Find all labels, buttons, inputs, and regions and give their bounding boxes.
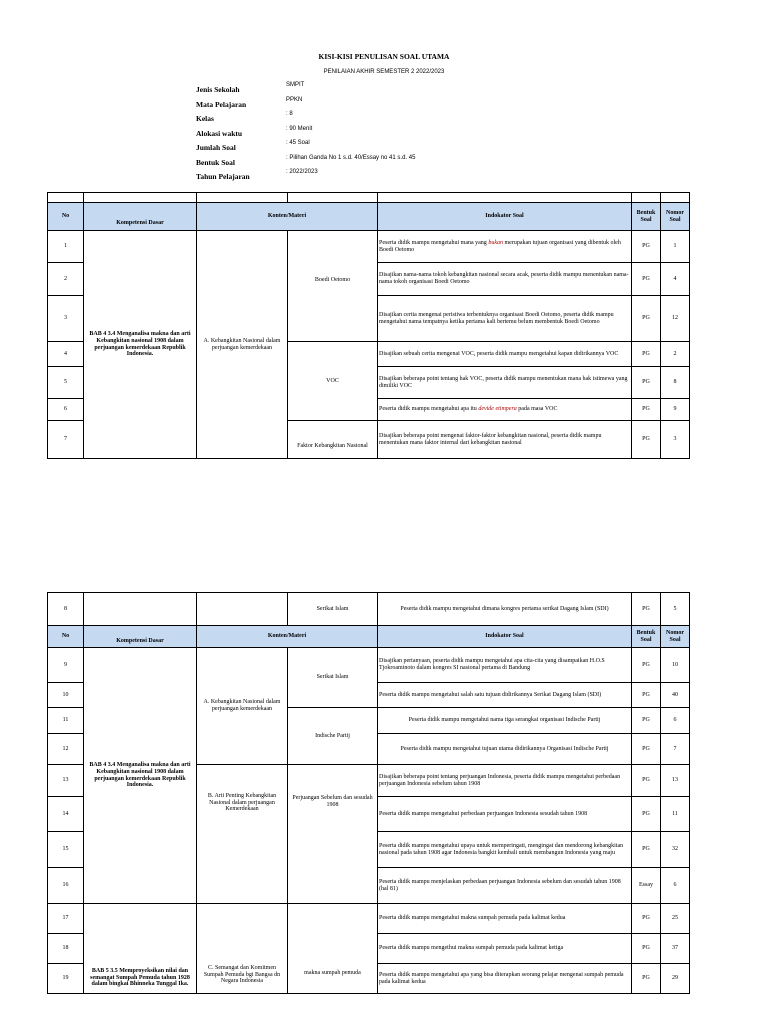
indikator-cell: Peserta didik mampu mengethui makna sumpah pemuda pada kalimat ketiga (378, 934, 632, 964)
nomor-cell: 25 (661, 904, 690, 934)
indikator-cell: Disajikan sebuah cerita mengenai VOC, peserta didik mampu mengetahui kapan didirikannya VOC (378, 342, 632, 367)
col-header-indikator: Indokator Soal (378, 626, 632, 648)
bentuk-cell: PG (632, 342, 661, 367)
table-row (48, 231, 690, 263)
materi-cell: makna sumpah pemuda (288, 904, 378, 994)
konten-cell: C. Semangat dan Komitmen Sumpah Pemuda bgi Bangsa dn Negara Indonesia (197, 904, 288, 994)
materi-cell: Boedi Oetomo (288, 263, 378, 342)
row-no: 9 (48, 648, 84, 683)
info-row (196, 138, 596, 153)
materi-cell: Faktor Kebangkitan Nasional (288, 421, 378, 459)
row-no: 7 (48, 421, 84, 459)
indikator-cell: Disajikan beberapa point tentang hak VOC, peserta didik mampu menentukan mana hak istimewa yang dimiliki VOC (378, 367, 632, 399)
nomor-cell: 37 (661, 934, 690, 964)
nomor-cell: 11 (661, 797, 690, 832)
materi-cell: Indische Partij (288, 708, 378, 765)
table-row (48, 593, 690, 626)
bentuk-cell: PG (632, 231, 661, 263)
col-header-bentuk: Bentuk Soal (632, 203, 661, 231)
nomor-cell: 6 (661, 708, 690, 734)
info-label: Mata Pelajaran (196, 99, 247, 109)
indikator-cell: Disajikan pertanyaan, peserta didik mampu mengetahui apa cita-cita yang disampaikan H.O.S Tjokroaminoto dalam kongres SI nasional pertama di Bandung (378, 648, 632, 683)
nomor-cell: 10 (661, 648, 690, 683)
bentuk-cell: PG (632, 683, 661, 708)
nomor-cell: 9 (661, 399, 690, 421)
konten-cell: B. Arti Penting Kebangkitan Nasional dalam perjuangan Kemerdekaan (197, 765, 288, 904)
info-block (196, 80, 596, 182)
col-header-kd: Kompetensi Dasar (84, 626, 197, 648)
indikator-cell: Peserta didik mampu mengetahui nama tiga serangkai organisasi Indische Partij (378, 708, 632, 734)
row-no: 3 (48, 296, 84, 342)
nomor-cell: 6 (661, 868, 690, 904)
bentuk-cell: PG (632, 904, 661, 934)
nomor-cell: 40 (661, 683, 690, 708)
konten-cell: A. Kebangkitan Nasional dalam perjuangan kemerdekaan (197, 648, 288, 765)
info-value: : 45 Soal (286, 140, 310, 146)
col-header-kd: Kompetensi Dasar (84, 203, 197, 231)
bentuk-cell: PG (632, 263, 661, 296)
bentuk-cell: PG (632, 934, 661, 964)
bentuk-cell: PG (632, 765, 661, 797)
nomor-cell: 2 (661, 342, 690, 367)
info-value: SMPIT (286, 82, 305, 88)
kd-cell: BAB 4 3.4 Menganalisa makna dan arti Kebangkitan nasional 1908 dalam perjuangan kemerdekaan Republik Indonesia. (84, 231, 197, 459)
document-subtitle: PENILAIAN AKHIR SEMESTER 2 2022/2023 (323, 69, 445, 75)
info-value: : 2022/2023 (286, 169, 318, 175)
indikator-cell: Peserta didik mampu mengetahui apa yang bisa diterapkan seorang pelajar mengenai sumpah pemuda pada kalimat kedua (378, 964, 632, 994)
row-no: 2 (48, 263, 84, 296)
bentuk-cell: PG (632, 593, 661, 626)
col-header-nomor: Nomor Soal (661, 626, 690, 648)
indikator-cell: Disajikan nama-nama tokoh kebangkitan nasional secara acak, peserta didik mampu menentukan nama-nama tokoh organisasi Boedi Oetomo (378, 263, 632, 296)
row-no: 1 (48, 231, 84, 263)
bentuk-cell: PG (632, 648, 661, 683)
document-title: KISI-KISI PENULISAN SOAL UTAMA (318, 52, 450, 61)
table-row (48, 648, 690, 683)
info-row (196, 80, 596, 95)
indikator-cell: Peserta didik mampu mengetahui upaya untuk memperingati, mengingat dan mendorong kebangkitan nasional pada tahun 1908 agar Indonesia bangkit kembali untuk membangun Indonesia yang maju (378, 832, 632, 868)
kisi-table-1 (47, 192, 690, 459)
nomor-cell: 29 (661, 964, 690, 994)
row-no: 10 (48, 683, 84, 708)
kd-cell: BAB 4 3.4 Menganalisa makna dan arti Kebangkitan nasional 1908 dalam perjuangan kemerdekaan Republik Indonesia. (84, 648, 197, 904)
row-no: 11 (48, 708, 84, 734)
table-header-row (48, 203, 690, 231)
info-value: : 8 (286, 111, 293, 117)
nomor-cell: 1 (661, 231, 690, 263)
nomor-cell: 8 (661, 367, 690, 399)
bentuk-cell: PG (632, 734, 661, 765)
row-no: 4 (48, 342, 84, 367)
info-value: : 90 Menit (286, 125, 313, 132)
info-row (196, 167, 596, 182)
row-no: 6 (48, 399, 84, 421)
info-value: : Pilihan Ganda No 1 s.d. 40/Essay no 41 s.d. 45 (286, 154, 416, 161)
bentuk-cell: PG (632, 964, 661, 994)
row-no: 16 (48, 868, 84, 904)
info-row (196, 95, 596, 110)
kisi-table-2 (47, 592, 690, 994)
col-header-konten: Konten/Materi (197, 203, 378, 231)
row-no: 15 (48, 832, 84, 868)
bentuk-cell: PG (632, 421, 661, 459)
col-header-no: No (48, 626, 84, 648)
info-label: Kelas (196, 114, 214, 123)
indikator-cell: Peserta didik mampu mengetahui apa itu devide etimpera pada masa VOC (378, 399, 632, 421)
nomor-cell: 4 (661, 263, 690, 296)
bentuk-cell: PG (632, 708, 661, 734)
bentuk-cell: PG (632, 296, 661, 342)
info-row (196, 124, 596, 139)
row-no: 12 (48, 734, 84, 765)
bentuk-cell: PG (632, 832, 661, 868)
indikator-cell: Disajikan beberapa point tentang perjuangan Indonesia, peserta didik mampu mengetahui perbedaan perjuangan Indonesia sebelum tahun 1908 (378, 765, 632, 797)
nomor-cell: 5 (661, 593, 690, 626)
materi-cell: VOC (288, 342, 378, 421)
materi-cell: Serikat Islam (288, 648, 378, 708)
nomor-cell: 3 (661, 421, 690, 459)
indikator-cell: Peserta didik mampu menjelaskan perbedaan perjuangan Indonesia sebelum dan sesudah tahun 1908 (hal 81) (378, 868, 632, 904)
nomor-cell: 32 (661, 832, 690, 868)
row-no: 8 (48, 593, 84, 626)
indikator-cell: Peserta didik mampu mengetahui makna sumpah pemuda pada kalimat kedua (378, 904, 632, 934)
info-label: Jumlah Soal (196, 143, 236, 152)
bentuk-cell: PG (632, 367, 661, 399)
nomor-cell: 12 (661, 296, 690, 342)
bentuk-cell: PG (632, 399, 661, 421)
row-no: 14 (48, 797, 84, 832)
materi-cell: Perjuangan Sebelum dan sesudah 1908 (288, 765, 378, 904)
col-header-no: No (48, 203, 84, 231)
table-header-row (48, 626, 690, 648)
col-header-bentuk: Bentuk Soal (632, 626, 661, 648)
row-no: 18 (48, 934, 84, 964)
indikator-cell: Peserta didik mampu mengetahui perbedaan perjuangan Indonesia sesudah tahun 1908 (378, 797, 632, 832)
materi-cell: Serikat Islam (288, 593, 378, 626)
indikator-cell: Disajikan cerita mengenai peristiwa terbentuknya organisasi Boedi Oetomo, peserta didik mampu mengetahui nama tempatnya ketika pertama kali bertemu belum membentuk Boedi Oetomo (378, 296, 632, 342)
info-row (196, 109, 596, 124)
col-header-indikator: Indokator Soal (378, 203, 632, 231)
col-header-nomor: Nomor Soal (661, 203, 690, 231)
info-label: Jenis Sekolah (196, 85, 240, 94)
nomor-cell: 7 (661, 734, 690, 765)
bentuk-cell: Essay (632, 868, 661, 904)
kd-cell: BAB 5 3.5 Memproyeksikan nilai dan semangat Sumpah Pemuda tahun 1928 dalam bingkai Bhinneka Tunggal Ika. (84, 904, 197, 994)
col-header-konten: Konten/Materi (197, 626, 378, 648)
info-label: Tahun Pelajaran (196, 172, 250, 181)
info-label: Alokasi waktu (196, 128, 243, 138)
row-no: 19 (48, 964, 84, 994)
nomor-cell: 13 (661, 765, 690, 797)
konten-cell: A. Kebangkitan Nasional dalam perjuangan kemerdekaan (197, 231, 288, 459)
bentuk-cell: PG (632, 797, 661, 832)
info-label: Bentuk Soal (196, 157, 235, 167)
indikator-cell: Disajikan beberapa point mengenai faktor-faktor kebangkitan nasional, peserta didik mampu menentukan mana faktor internal dari kebangkitan nasional (378, 421, 632, 459)
indikator-cell: Peserta didik mampu mengetahui mana yang bukan merupakan tujuan organisasi yang dibentuk oleh Boedi Oetomo (378, 231, 632, 263)
row-no: 13 (48, 765, 84, 797)
indikator-cell: Peserta didik mampu mengetahui dimana kongres pertama serikat Dagang Islam (SDI) (378, 593, 632, 626)
row-no: 17 (48, 904, 84, 934)
indikator-cell: Peserta didik mampu mengetahui tujuan utama didirikannya Organisasi Indische Partij (378, 734, 632, 765)
info-row (196, 153, 596, 168)
indikator-cell: Peserta didik mampu mengetahui salah satu tujuan didirikannya Serikat Dagang Islam (SDI) (378, 683, 632, 708)
table-row (48, 904, 690, 934)
info-value: PPKN (286, 96, 303, 103)
row-no: 5 (48, 367, 84, 399)
